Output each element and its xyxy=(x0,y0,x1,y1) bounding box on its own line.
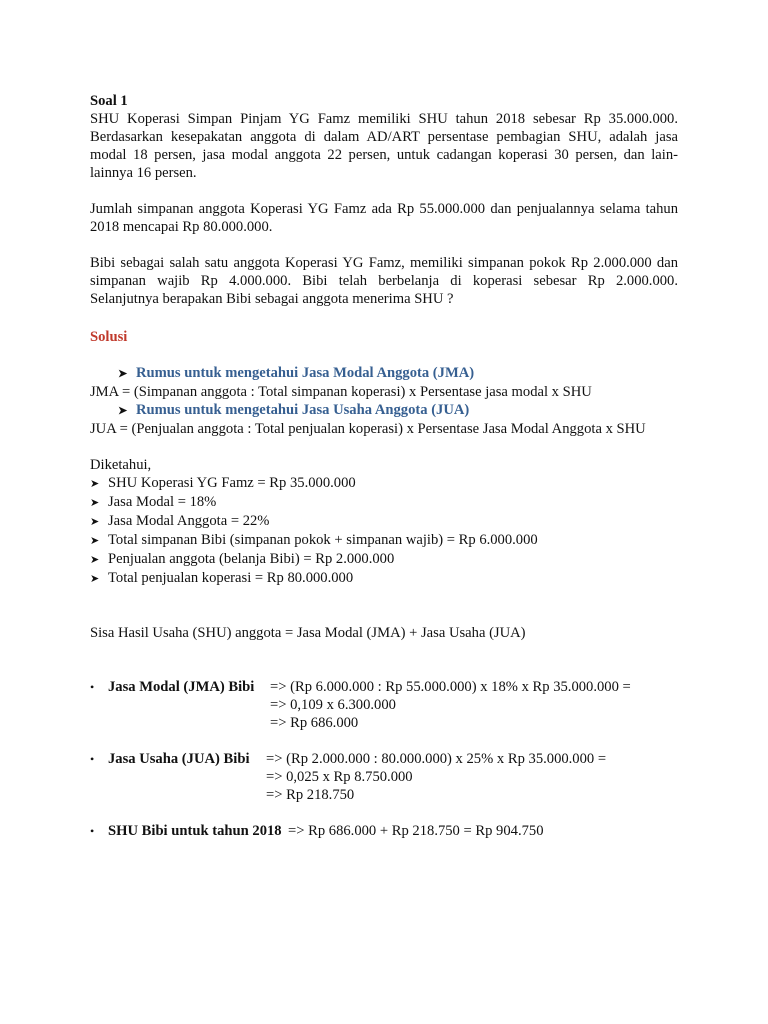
soal-paragraph-2 xyxy=(90,200,678,236)
calc-jua-line-2 xyxy=(90,768,678,786)
soal-paragraph-1 xyxy=(90,110,678,182)
text-line: SHU Koperasi Simpan Pinjam YG Famz memiliki SHU tahun 2018 sebesar Rp 35.000.000. xyxy=(90,111,678,127)
document-page xyxy=(90,92,678,840)
text-line: Selanjutnya berapakan Bibi sebagai anggota menerima SHU ? xyxy=(90,291,454,307)
list-item: ➤ Total penjualan koperasi = Rp 80.000.000 xyxy=(90,570,354,586)
list-item: ➤ Total simpanan Bibi (simpanan pokok + simpanan wajib) = Rp 6.000.000 xyxy=(90,532,538,548)
calc-jma-label: Jasa Modal (JMA) Bibi xyxy=(108,679,255,695)
calc-expr: => 0,109 x 6.300.000 xyxy=(270,697,396,713)
calc-expr: => Rp 218.750 xyxy=(266,787,355,803)
calc-expr: => (Rp 6.000.000 : Rp 55.000.000) x 18% x Rp 35.000.000 = xyxy=(270,679,631,695)
calc-jma-line-3 xyxy=(90,714,678,732)
text-line: simpanan wajib Rp 4.000.000. Bibi telah berbelanja di koperasi sebesar Rp 2.000.000. xyxy=(90,273,678,289)
calc-jma-line-2 xyxy=(90,696,678,714)
bullet-dot-icon: • xyxy=(90,680,95,694)
rumus-jua-title: Rumus untuk mengetahui Jasa Usaha Anggota (JUA) xyxy=(136,402,470,418)
calc-expr: => Rp 686.000 xyxy=(270,715,359,731)
calc-jua-label: Jasa Usaha (JUA) Bibi xyxy=(108,751,250,767)
list-item: ➤ Penjualan anggota (belanja Bibi) = Rp 2.000.000 xyxy=(90,551,395,567)
soal-paragraph-3 xyxy=(90,254,678,308)
calc-shu-label: SHU Bibi untuk tahun 2018 xyxy=(108,823,282,839)
soal-title: Soal 1 xyxy=(90,93,128,109)
arrow-bullet-icon: ➤ xyxy=(118,368,128,380)
calc-shu-expr: => Rp 686.000 + Rp 218.750 = Rp 904.750 xyxy=(288,823,544,839)
rumus-jma-title: Rumus untuk mengetahui Jasa Modal Anggota (JMA) xyxy=(136,365,475,381)
calc-jua-line-3 xyxy=(90,786,678,804)
calc-jma-line-1 xyxy=(90,678,678,696)
arrow-bullet-icon: ➤ xyxy=(90,478,100,490)
text-line: Bibi sebagai salah satu anggota Koperasi YG Famz, memiliki simpanan pokok Rp 2.000.000 dan xyxy=(90,255,678,271)
arrow-bullet-icon: ➤ xyxy=(90,535,100,547)
arrow-bullet-icon: ➤ xyxy=(118,405,128,417)
text-line: 2018 mencapai Rp 80.000.000. xyxy=(90,219,273,235)
text-line: lainnya 16 persen. xyxy=(90,165,197,181)
diketahui-title: Diketahui, xyxy=(90,457,152,473)
list-item: ➤ Jasa Modal = 18% xyxy=(90,494,217,510)
solusi-title: Solusi xyxy=(90,329,128,345)
rumus-jua-formula: JUA = (Penjualan anggota : Total penjualan koperasi) x Persentase Jasa Modal Anggota x SHU xyxy=(90,421,646,437)
calc-expr: => 0,025 x Rp 8.750.000 xyxy=(266,769,413,785)
calc-jua-line-1 xyxy=(90,750,678,768)
arrow-bullet-icon: ➤ xyxy=(90,554,100,566)
arrow-bullet-icon: ➤ xyxy=(90,497,100,509)
rumus-jma-heading xyxy=(90,364,678,383)
calc-expr: => (Rp 2.000.000 : 80.000.000) x 25% x Rp 35.000.000 = xyxy=(266,751,607,767)
text-line: Berdasarkan kesepakatan anggota di dalam AD/ART persentase pembagian SHU, adalah jasa xyxy=(90,129,678,145)
shu-formula: Sisa Hasil Usaha (SHU) anggota = Jasa Modal (JMA) + Jasa Usaha (JUA) xyxy=(90,625,526,641)
list-item: ➤ SHU Koperasi YG Famz = Rp 35.000.000 xyxy=(90,475,356,491)
bullet-dot-icon: • xyxy=(90,824,95,838)
rumus-jma-formula: JMA = (Simpanan anggota : Total simpanan koperasi) x Persentase jasa modal x SHU xyxy=(90,384,592,400)
arrow-bullet-icon: ➤ xyxy=(90,516,100,528)
bullet-dot-icon: • xyxy=(90,752,95,766)
text-line: Jumlah simpanan anggota Koperasi YG Famz ada Rp 55.000.000 dan penjualannya selama tahun xyxy=(90,201,678,217)
calc-shu-line xyxy=(90,822,678,840)
list-item: ➤ Jasa Modal Anggota = 22% xyxy=(90,513,270,529)
text-line: modal 18 persen, jasa modal anggota 22 persen, untuk cadangan koperasi 30 persen, dan lain- xyxy=(90,147,678,163)
arrow-bullet-icon: ➤ xyxy=(90,573,100,585)
rumus-jua-heading xyxy=(90,401,678,420)
